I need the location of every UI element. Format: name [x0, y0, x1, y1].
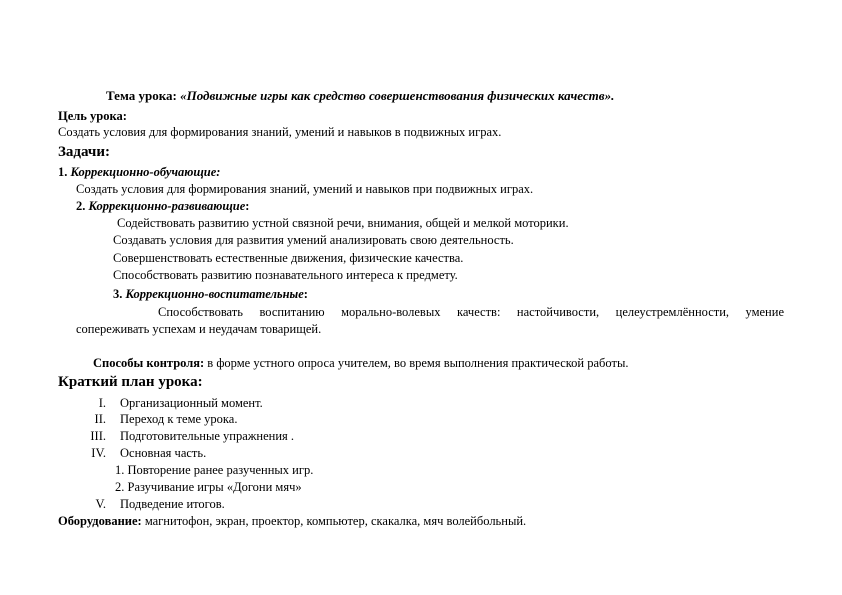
- plan-subitem: 2. Разучивание игры «Догони мяч»: [115, 480, 302, 494]
- plan-item-number: II.: [94, 412, 106, 426]
- tasks-heading: Задачи:: [58, 144, 111, 160]
- task-group-1-title: [58, 165, 220, 179]
- equipment: [58, 514, 526, 528]
- task-group-1-item: Создать условия для формирования знаний, умений и навыков при подвижных играх.: [76, 182, 534, 196]
- control-text: в форме устного опроса учителем, во время выполнения практической работы.: [204, 356, 629, 370]
- task-group-2-item: Создавать условия для развития умений анализировать свою деятельность.: [113, 233, 514, 247]
- task-group-2-item: Содействовать развитию устной связной речи, внимания, общей и мелкой моторики.: [117, 216, 569, 230]
- task-group-2-label: Коррекционно-развивающие: [88, 199, 246, 213]
- plan-item: [70, 396, 263, 410]
- lesson-topic: [106, 89, 614, 103]
- task-group-3-colon: :: [303, 287, 308, 301]
- task-group-3-text-line2: сопереживать успехам и неудачам товарищей.: [76, 322, 322, 336]
- plan-subitem: 1. Повторение ранее разученных игр.: [115, 463, 314, 477]
- task-group-1-label: Коррекционно-обучающие:: [70, 165, 221, 179]
- goal-text: Создать условия для формирования знаний, умений и навыков в подвижных играх.: [58, 125, 502, 139]
- control-label: Способы контроля:: [93, 356, 205, 370]
- task-group-3-text-line1: Способствовать воспитанию морально-волевых качеств: настойчивости, целеустремлённости, умение: [158, 305, 784, 319]
- task-group-3-number: 3.: [113, 287, 123, 301]
- task-group-2-item: Совершенствовать естественные движения, физические качества.: [113, 251, 464, 265]
- task-group-3-label: Коррекционно-воспитательные: [125, 287, 304, 301]
- equipment-text: магнитофон, экран, проектор, компьютер, скакалка, мяч волейбольный.: [141, 514, 527, 528]
- plan-heading: Краткий план урока:: [58, 374, 203, 390]
- plan-item: [70, 497, 225, 511]
- plan-item: [70, 412, 237, 426]
- task-group-2-title: [76, 199, 249, 213]
- task-group-2-number: 2.: [76, 199, 86, 213]
- topic-label: Тема урока:: [106, 88, 177, 103]
- control-methods: [93, 356, 628, 370]
- plan-item-text: Организационный момент.: [120, 396, 263, 410]
- equipment-label: Оборудование:: [58, 514, 142, 528]
- plan-item-number: III.: [90, 429, 106, 443]
- plan-item-text: Основная часть.: [120, 446, 207, 460]
- plan-item-number: IV.: [91, 446, 106, 460]
- task-group-1-number: 1.: [58, 165, 68, 179]
- plan-item: [70, 429, 294, 443]
- task-group-2-colon: :: [245, 199, 250, 213]
- task-group-3-title: [113, 287, 308, 301]
- plan-item-text: Подготовительные упражнения .: [120, 429, 295, 443]
- goal-heading: Цель урока:: [58, 109, 127, 123]
- plan-item-number: I.: [98, 396, 106, 410]
- plan-item: [70, 446, 206, 460]
- plan-item-text: Переход к теме урока.: [120, 412, 238, 426]
- topic-text: «Подвижные игры как средство совершенствования физических качеств».: [180, 88, 615, 103]
- plan-item-text: Подведение итогов.: [120, 497, 225, 511]
- task-group-2-item: Способствовать развитию познавательного интереса к предмету.: [113, 268, 458, 282]
- plan-item-number: V.: [95, 497, 106, 511]
